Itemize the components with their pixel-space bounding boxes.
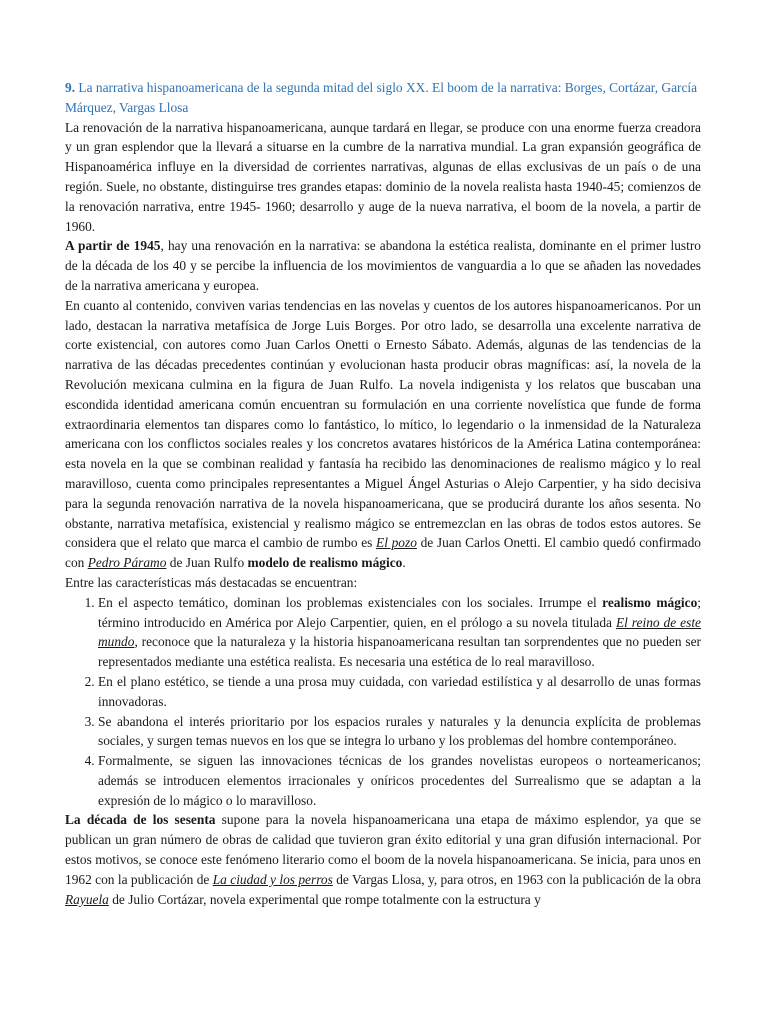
title-el-pozo: El pozo xyxy=(376,535,417,551)
paragraph-1945-text: , hay una renovación en la narrativa: se abandona la estética realista, dominante en el primer lustro de la década de los 40 y se percibe la influencia de los movimientos de vanguardia a lo que se añaden las novedades de la narrativa americana y europea. xyxy=(65,238,701,293)
document-page xyxy=(65,78,701,909)
paragraph-content-text-4: . xyxy=(402,555,406,571)
list-item: 4. Formalmente, se siguen las innovaciones técnicas de los grandes novelistas europeos o norteamericanos; además se introducen elementos irracionales y oníricos procedentes del Surrealismo que se adaptan a la expresión de lo mágico o lo maravilloso. xyxy=(98,751,701,810)
list-item-1-bold: realismo mágico xyxy=(602,594,698,610)
paragraph-content-text-1: En cuanto al contenido, conviven varias tendencias en las novelas y cuentos de los autores hispanoamericanos. Por un lado, destacan la narrativa metafísica de Jorge Luis Borges. Por otro lado, se desarrolla una excelente narrativa de corte existencial, con autores como Juan Carlos Onetti o Ernesto Sábato. Además, algunas de las tendencias de la narrativa de las décadas precedentes continúan y evolucionan hasta producir obras magníficas: así, la novela de la Revolución mexicana culmina en la figura de Juan Rulfo. La novela indigenista y los relatos que buscaban una escondida identidad americana común encuentran su formulación en una corriente novelística que funde de forma extraordinaria elementos tan dispares como lo fantástico, lo mítico, lo legendario o la inmensidad de la Naturaleza americana con los conflictos sociales reales y los concretos avatares históricos de la América Latina contemporánea: esta novela en la que se combinan realidad y fantasía ha recibido las denominaciones de realismo mágico y lo real maravilloso, cuenta como principales representantes a Miguel Ángel Asturias o Alejo Carpentier, y ha sido decisiva para la segunda renovación narrativa de la novela hispanoamericana, que se producirá durante los años sesenta. No obstante, narrativa metafísica, existencial y realismo mágico se entremezclan en las obras de todos estos autores. Se considera que el relato que marca el cambio de rumbo es xyxy=(65,297,701,551)
section-heading xyxy=(65,78,701,118)
list-item: 2. En el plano estético, se tiende a una prosa muy cuidada, con variedad estilística y al desarrollo de unas formas innovadoras. xyxy=(98,672,701,712)
paragraph-sixties-text-1: supone para la novela hispanoamericana una etapa de máximo esplendor, ya que se publican un gran número de obras de calidad que tuvieron gran éxito editorial y una gran difusión internacional. Por estos motivos, se conoce este fenómeno literario como el boom de la novela hispanoamericana. Se inicia, para unos en 1962 con la publicación de xyxy=(65,812,701,887)
paragraph-content-text-3: de Juan Rulfo xyxy=(166,555,248,571)
title-rayuela: Rayuela xyxy=(65,891,109,907)
paragraph-sixties-text-2: de Vargas Llosa, y, para otros, en 1963 con la publicación de la obra xyxy=(332,871,702,887)
list-item-1-text-1: En el aspecto temático, dominan los problemas existenciales con los sociales. Irrumpe el xyxy=(98,594,603,610)
section-number: 9. xyxy=(65,80,76,95)
title-pedro-paramo: Pedro Páramo xyxy=(87,555,167,571)
list-item-1-text-3: , reconoce que la naturaleza y la historia hispanoamericana resultan tan sorprendentes que no pueden ser representados mediante una estética realista. Es necesaria una estética de lo real maravilloso. xyxy=(98,634,701,670)
title-el-reino: El reino de este mundo xyxy=(98,614,701,650)
paragraph-sixties-bold: La década de los sesenta xyxy=(65,812,216,828)
list-item: 3. Se abandona el interés prioritario por los espacios rurales y naturales y la denuncia explícita de problemas sociales, y surgen temas nuevos en los que se integra lo urbano y los problemas del hombre contemporáneo. xyxy=(98,712,701,752)
title-la-ciudad: La ciudad y los perros xyxy=(212,871,333,887)
paragraph-sixties xyxy=(65,810,701,909)
section-title: La narrativa hispanoamericana de la segunda mitad del siglo XX. El boom de la narrativa: Borges, Cortázar, García Márquez, Vargas Llosa xyxy=(65,80,698,115)
paragraph-intro: La renovación de la narrativa hispanoamericana, aunque tardará en llegar, se produce con una enorme fuerza creadora y un gran esplendor que la llevará a situarse en la cumbre de la narrativa mundial. La gran expansión geográfica de Hispanoamérica influye en la diversidad de corrientes narrativas, algunas de ellas exclusivas de un país o de una región. Suele, no obstante, distinguirse tres grandes etapas: dominio de la novela realista hasta 1940-45; comienzos de la renovación narrativa, entre 1945- 1960; desarrollo y auge de la nueva narrativa, el boom de la novela, a partir de 1960. xyxy=(65,119,701,234)
list-item xyxy=(98,593,701,672)
list-item-1-text-2: ; término introducido en América por Alejo Carpentier, quien, en el prólogo a su novela titulada xyxy=(98,594,702,630)
paragraph-sixties-text-3: de Julio Cortázar, novela experimental que rompe totalmente con la estructura y xyxy=(108,891,541,907)
paragraph-content-text-2: de Juan Carlos Onetti. El cambio quedó confirmado con xyxy=(65,535,701,571)
paragraph-content-bold: modelo de realismo mágico xyxy=(247,555,403,571)
paragraph-content xyxy=(65,296,701,573)
paragraph-1945 xyxy=(65,236,701,295)
characteristics-list xyxy=(65,593,701,811)
paragraph-1945-bold: A partir de 1945 xyxy=(65,238,161,254)
paragraph-characteristics: Entre las características más destacadas se encuentran: xyxy=(65,574,358,590)
